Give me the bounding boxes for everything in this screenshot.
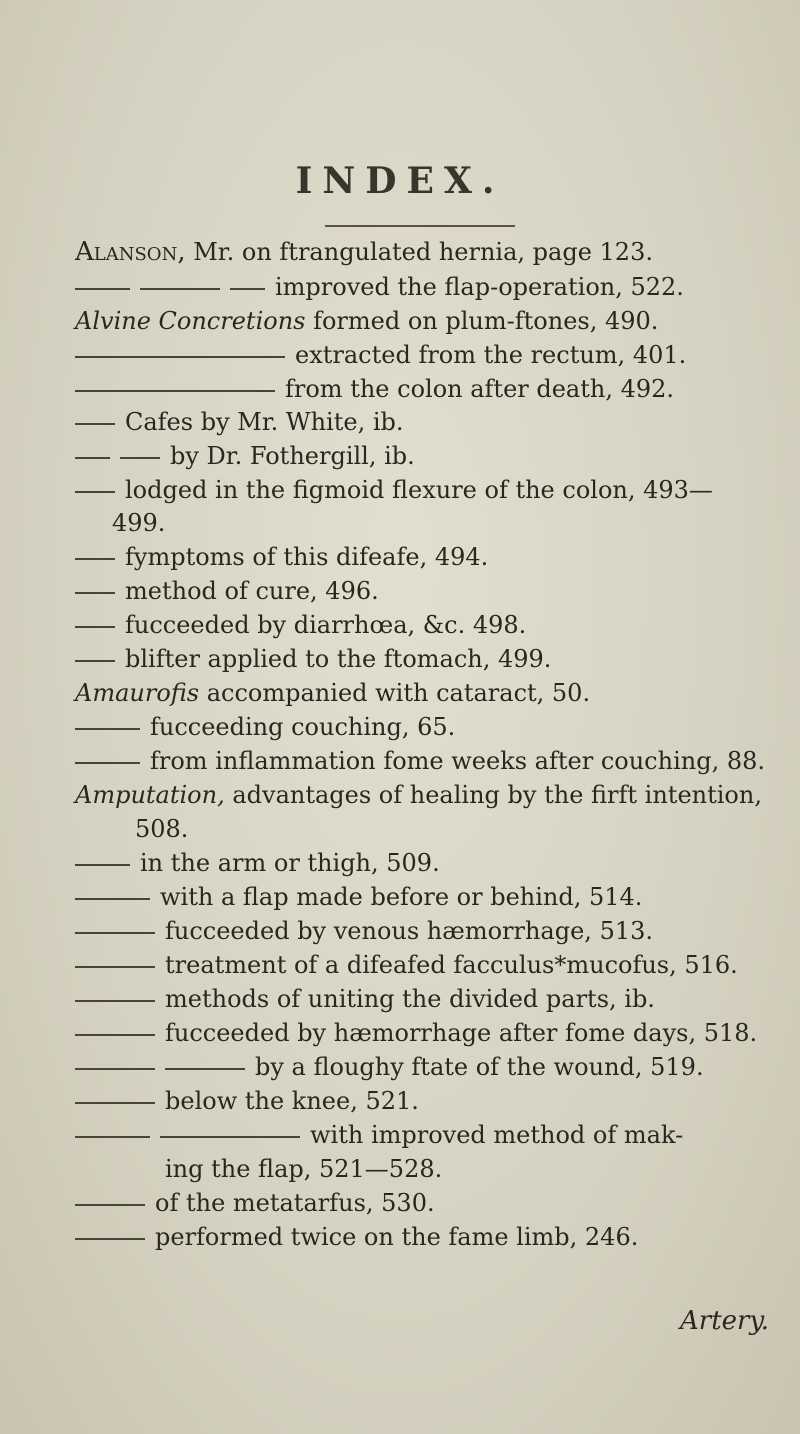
index-entry — [75, 1188, 800, 1218]
entry-text: fucceeded by venous hæmorrhage, 513. — [165, 917, 654, 945]
entry-text: treatment of a difeafed facculus*mucofus, 516. — [165, 951, 738, 979]
index-entry — [75, 712, 800, 742]
index-entry — [75, 984, 800, 1014]
index-entry — [75, 441, 800, 471]
index-entry — [75, 1222, 800, 1252]
index-entry — [75, 780, 800, 810]
entry-head: Amaurofis — [75, 679, 200, 707]
index-entry — [75, 916, 800, 946]
index-entry — [75, 1086, 800, 1116]
entry-text: performed twice on the fame limb, 246. — [155, 1223, 639, 1251]
entry-text: below the knee, 521. — [165, 1087, 419, 1115]
entry-text: ing the flap, 521—528. — [165, 1155, 443, 1183]
entry-text: lodged in the figmoid flexure of the colon, 493— — [125, 476, 713, 504]
entry-text: from inflammation fome weeks after couching, 88. — [150, 747, 765, 775]
entry-text: fucceeded by hæmorrhage after fome days, 518. — [165, 1019, 758, 1047]
index-entry — [75, 374, 800, 404]
title-rule — [325, 225, 515, 227]
catchword: Artery. — [680, 1306, 769, 1336]
entry-text: accompanied with cataract, 50. — [199, 679, 591, 707]
entry-text: Mr. on ftrangulated hernia, page 123. — [185, 238, 653, 266]
entry-text: by Dr. Fothergill, ib. — [170, 442, 415, 470]
entry-head: Amputation, — [75, 781, 225, 809]
index-entry — [75, 237, 800, 267]
entry-text: blifter applied to the ftomach, 499. — [125, 645, 552, 673]
index-entry — [75, 542, 800, 572]
index-entry — [75, 340, 800, 370]
entry-text: with improved method of mak- — [310, 1121, 684, 1149]
entry-text: in the arm or thigh, 509. — [140, 849, 440, 877]
entry-text: fymptoms of this difeafe, 494. — [125, 543, 489, 571]
index-entry — [75, 678, 800, 708]
entry-head: Alvine Concretions — [75, 307, 306, 335]
index-entry — [165, 1154, 800, 1184]
index-entry — [75, 746, 800, 776]
index-entry — [75, 576, 800, 606]
index-entry — [75, 1120, 800, 1150]
page-title: INDEX. — [295, 160, 505, 202]
entry-head: Alanson, — [75, 237, 186, 267]
index-entry — [75, 1018, 800, 1048]
entry-text: of the metatarfus, 530. — [155, 1189, 435, 1217]
entry-text: methods of uniting the divided parts, ib. — [165, 985, 655, 1013]
index-entry — [75, 272, 800, 302]
entry-text: 499. — [112, 509, 166, 537]
index-entry — [75, 644, 800, 674]
entry-text: fucceeding couching, 65. — [150, 713, 456, 741]
entry-text: improved the flap-operation, 522. — [275, 273, 684, 301]
entry-text: by a floughy ftate of the wound, 519. — [255, 1053, 704, 1081]
index-entry — [75, 848, 800, 878]
index-entry — [75, 950, 800, 980]
entry-text: formed on plum-ftones, 490. — [305, 307, 659, 335]
entry-text: method of cure, 496. — [125, 577, 379, 605]
entry-text: advantages of healing by the firft intention, — [224, 781, 762, 809]
entry-text: from the colon after death, 492. — [285, 375, 675, 403]
index-entry — [135, 814, 800, 844]
index-entry — [75, 306, 800, 336]
entry-text: 508. — [135, 815, 189, 843]
index-entry — [75, 475, 800, 505]
index-entry — [75, 610, 800, 640]
index-entry — [112, 508, 800, 538]
index-entry — [75, 882, 800, 912]
entry-text: extracted from the rectum, 401. — [295, 341, 687, 369]
entry-text: Cafes by Mr. White, ib. — [125, 408, 404, 436]
index-entry — [75, 407, 800, 437]
entry-text: with a flap made before or behind, 514. — [160, 883, 643, 911]
index-entry — [75, 1052, 800, 1082]
entry-text: fucceeded by diarrhœa, &c. 498. — [125, 611, 527, 639]
